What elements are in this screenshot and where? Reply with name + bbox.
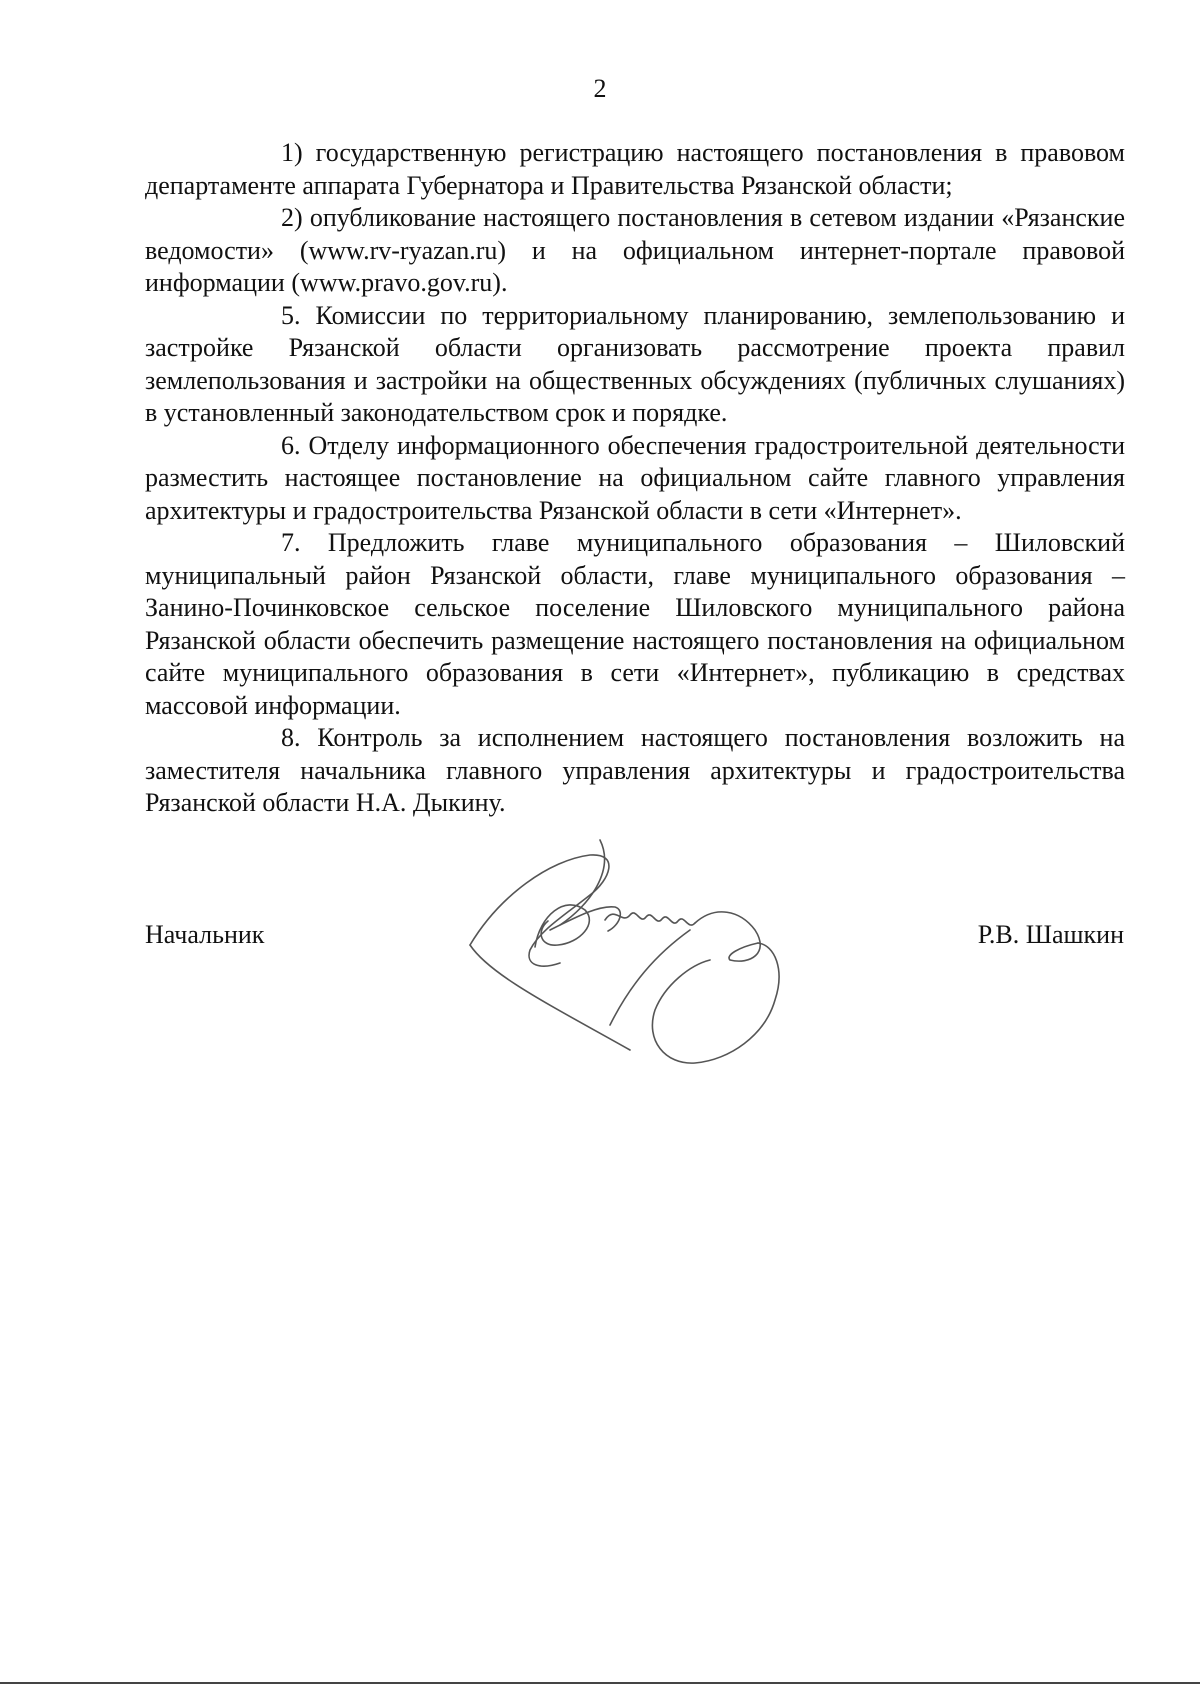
handwritten-signature [440,835,830,1085]
paragraph-number: 6. [281,430,301,460]
paragraph-text: Отделу информационного обеспечения градостроительной деятельности разместить настоящее постановление на официальном сайте главного управления архитектуры и градостроительства Рязанской области в сети «Интернет». [145,430,1126,525]
paragraph-5 [145,300,1125,430]
paragraph-text: опубликование настоящего постановления в сетевом издании «Рязанские ведомости» (www.rv-ryazan.ru) и на официальном интернет-портале правовой информации (www.pravo.gov.ru). [145,203,1126,297]
paragraph-number: 7. [281,528,301,557]
paragraph-number: 2) [281,203,303,232]
paragraph-text: Предложить главе муниципального образования – Шиловский муниципальный район Рязанской области, главе муниципального образования – Занино-Починковское сельское поселение Шиловского муниципального района Рязанской области обеспечить размещение настоящего постановления на официальном сайте муниципального образования в сети «Интернет», публикацию в средствах массовой информации. [145,528,1126,720]
paragraph-number: 1) [281,138,303,167]
paragraph-2 [145,202,1125,300]
paragraph-8 [145,722,1125,820]
paragraph-1 [145,137,1125,202]
paragraph-text: Комиссии по территориальному планированию, землепользованию и застройке Рязанской области организовать рассмотрение проекта правил землепользования и застройки на общественных обсуждениях (публичных слушаниях) в установленный законодательством срок и порядке. [145,300,1126,427]
page-number: 2 [593,74,607,103]
paragraph-number: 5. [281,300,301,330]
paragraph-number: 8. [281,723,301,752]
paragraph-text: государственную регистрацию настоящего постановления в правовом департаменте аппарата Губернатора и Правительства Рязанской области; [145,138,1125,200]
paragraph-6 [145,430,1125,528]
paragraph-7 [145,527,1125,722]
signatory-name: Р.В. Шашкин [977,920,1124,949]
scan-edge-line [0,1682,1200,1684]
paragraph-text: Контроль за исполнением настоящего постановления возложить на заместителя начальника главного управления архитектуры и градостроительства Рязанской области Н.А. Дыкину. [145,723,1126,817]
signatory-title: Начальник [145,920,265,949]
document-body [145,137,1125,820]
